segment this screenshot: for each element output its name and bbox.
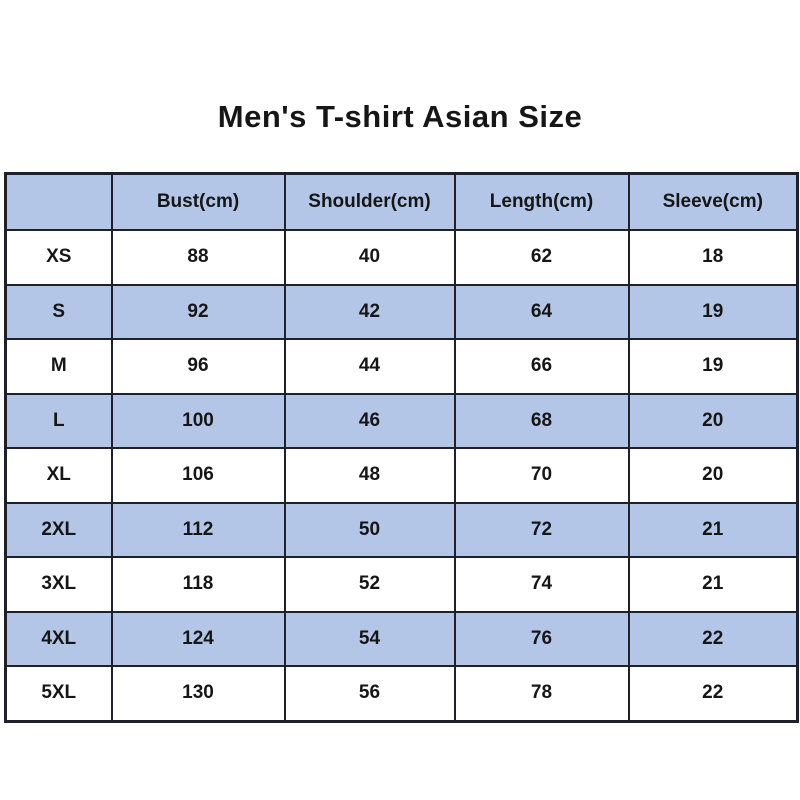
size-label-cell: 4XL <box>6 612 112 667</box>
shoulder-value-cell: 46 <box>285 394 455 449</box>
column-header-shoulder: Shoulder(cm) <box>285 174 455 231</box>
table-row-5xl <box>6 666 798 721</box>
shoulder-value-cell: 40 <box>285 230 455 285</box>
bust-value-cell: 112 <box>112 503 285 558</box>
shoulder-value-cell: 54 <box>285 612 455 667</box>
sleeve-value-cell: 18 <box>629 230 798 285</box>
table-row-3xl <box>6 557 798 612</box>
length-value-cell: 76 <box>455 612 629 667</box>
length-value-cell: 70 <box>455 448 629 503</box>
table-row-4xl <box>6 612 798 667</box>
sleeve-value-cell: 22 <box>629 612 798 667</box>
sleeve-value-cell: 22 <box>629 666 798 721</box>
bust-value-cell: 124 <box>112 612 285 667</box>
size-chart-table <box>4 172 799 723</box>
column-header-sleeve: Sleeve(cm) <box>629 174 798 231</box>
column-header-bust: Bust(cm) <box>112 174 285 231</box>
size-label-cell: 2XL <box>6 503 112 558</box>
length-value-cell: 64 <box>455 285 629 340</box>
sleeve-value-cell: 20 <box>629 448 798 503</box>
table-row-xl <box>6 448 798 503</box>
sleeve-value-cell: 19 <box>629 339 798 394</box>
shoulder-value-cell: 50 <box>285 503 455 558</box>
sleeve-value-cell: 21 <box>629 557 798 612</box>
sleeve-value-cell: 21 <box>629 503 798 558</box>
size-label-cell: M <box>6 339 112 394</box>
size-label-cell: 3XL <box>6 557 112 612</box>
page-title: Men's T-shirt Asian Size <box>217 99 583 134</box>
size-label-cell: XS <box>6 230 112 285</box>
length-value-cell: 66 <box>455 339 629 394</box>
table-row-s <box>6 285 798 340</box>
table-row-l <box>6 394 798 449</box>
length-value-cell: 62 <box>455 230 629 285</box>
bust-value-cell: 88 <box>112 230 285 285</box>
shoulder-value-cell: 56 <box>285 666 455 721</box>
bust-value-cell: 118 <box>112 557 285 612</box>
shoulder-value-cell: 42 <box>285 285 455 340</box>
table-body <box>6 230 798 721</box>
bust-value-cell: 92 <box>112 285 285 340</box>
length-value-cell: 68 <box>455 394 629 449</box>
shoulder-value-cell: 44 <box>285 339 455 394</box>
shoulder-value-cell: 52 <box>285 557 455 612</box>
sleeve-value-cell: 19 <box>629 285 798 340</box>
table-row-2xl <box>6 503 798 558</box>
table-row-m <box>6 339 798 394</box>
size-label-cell: L <box>6 394 112 449</box>
length-value-cell: 74 <box>455 557 629 612</box>
size-label-cell: 5XL <box>6 666 112 721</box>
bust-value-cell: 100 <box>112 394 285 449</box>
length-value-cell: 72 <box>455 503 629 558</box>
bust-value-cell: 106 <box>112 448 285 503</box>
bust-value-cell: 96 <box>112 339 285 394</box>
length-value-cell: 78 <box>455 666 629 721</box>
column-header-length: Length(cm) <box>455 174 629 231</box>
shoulder-value-cell: 48 <box>285 448 455 503</box>
column-header-size <box>6 174 112 231</box>
bust-value-cell: 130 <box>112 666 285 721</box>
sleeve-value-cell: 20 <box>629 394 798 449</box>
header-row <box>6 174 798 231</box>
table-row-xs <box>6 230 798 285</box>
size-label-cell: S <box>6 285 112 340</box>
size-label-cell: XL <box>6 448 112 503</box>
table-header <box>6 174 798 231</box>
